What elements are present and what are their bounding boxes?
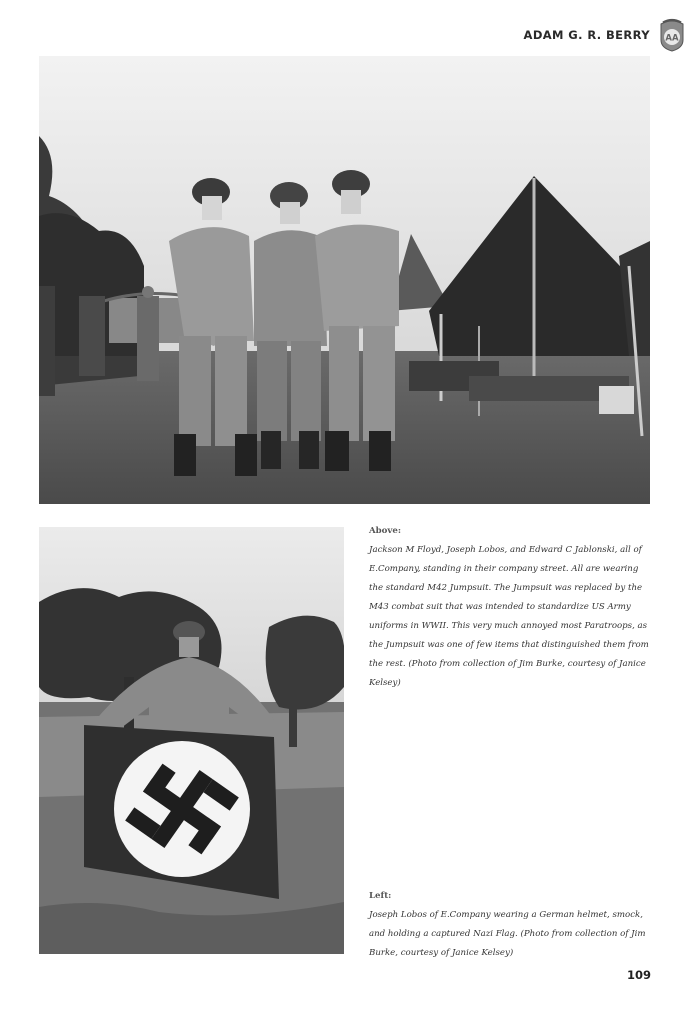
caption-above [369,522,651,693]
photo-three-paratroopers [39,56,650,504]
running-header-author: ADAM G. R. BERRY [523,28,650,42]
caption-above-heading: Above: [369,526,402,536]
caption-above-body: Jackson M Floyd, Joseph Lobos, and Edward C Jablonski, all of E.Company, standing in their company street. All are wearing the standard M42 Jumpsuit. The Jumpsuit was replaced by the M43 combat suit that was intended to standardize US Army uniforms in WWII. This very much annoyed most Paratroops, as the Jumpsuit was one of few items that distinguished them from the rest. (Photo from collection of Jim Burke, courtesy of Janice Kelsey) [369,545,649,688]
page-number: 109 [626,968,651,982]
caption-left-heading: Left: [369,891,392,901]
airborne-shield-icon [660,18,684,52]
photo-soldier-holding-flag [39,527,344,954]
caption-left [369,887,651,963]
caption-left-body: Joseph Lobos of E.Company wearing a German helmet, smock, and holding a captured Nazi Flag. (Photo from collection of Jim Burke, courtesy of Janice Kelsey) [369,910,646,958]
badge-letters: AA [665,33,679,44]
